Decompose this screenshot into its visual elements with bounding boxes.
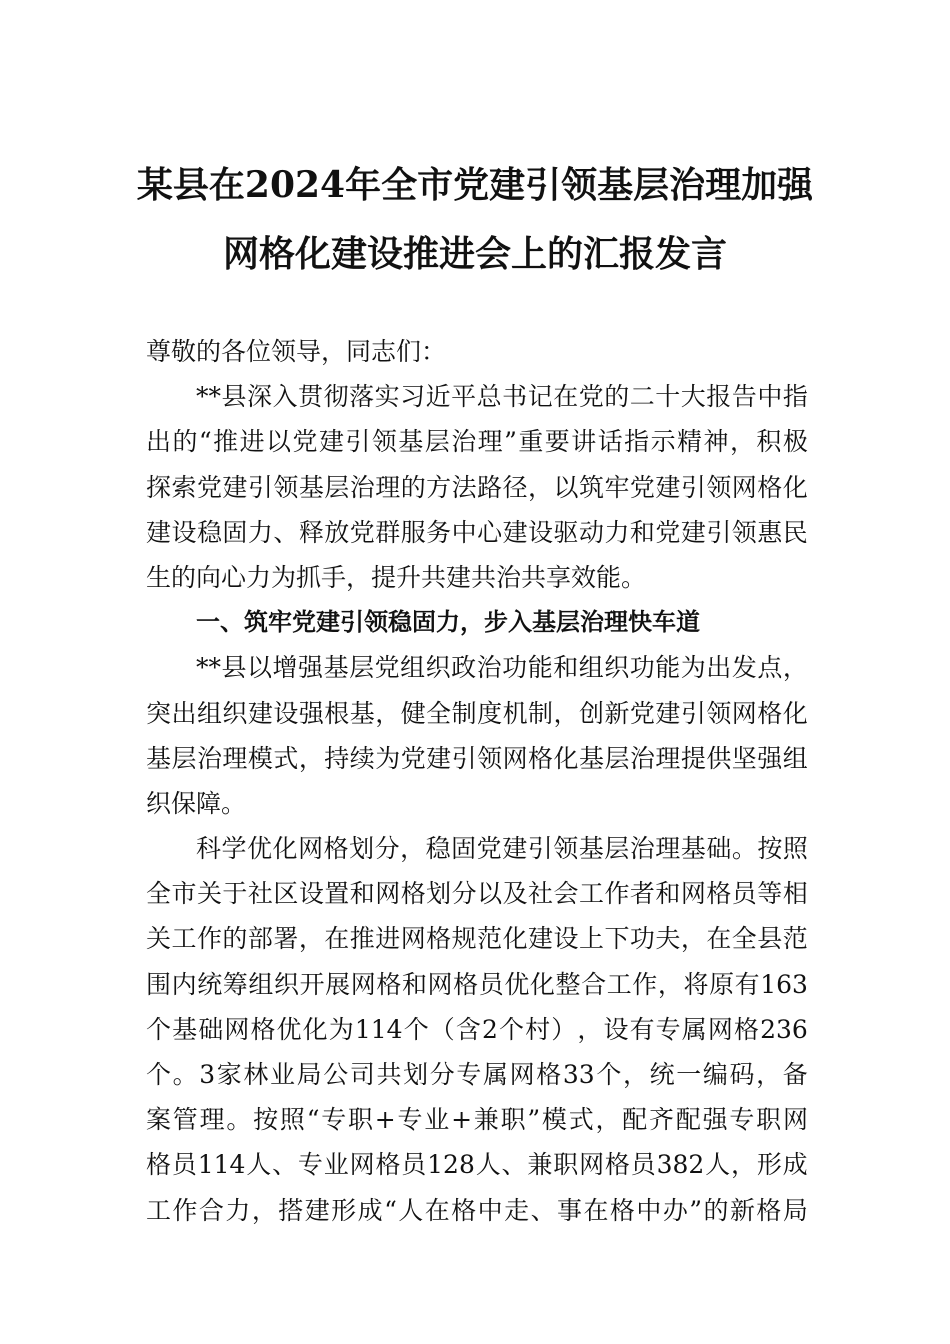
paragraph-line: 科 学 优 化 网 格 划 分 ， 稳 固 党 建 引 领 基 层 治 理 基 础 。 按 照 — [196, 834, 808, 864]
document-title-line-2: 网格化建设推进会上的汇报发言 — [222, 233, 727, 275]
paragraph-line: 关 工 作 的 部 署 ， 在 推 进 网 格 规 范 化 建 设 上 下 功 夫 ， 在 全 县 范 — [146, 924, 808, 954]
paragraph-line: 个 基 础 网 格 优 化 为 114 个 （ 含 2 个 村 ） ， 设 有 专 属 网 格 236 — [146, 1014, 808, 1044]
salutation: 尊敬的各位领导，同志们： — [146, 337, 447, 366]
paragraph-line: 个 。 3 家 林 业 局 公 司 共 划 分 专 属 网 格 33 个 ， 统 一 编 码 ， 备 — [146, 1060, 808, 1089]
paragraph-line: 工 作 合 力 ， 搭 建 形 成 “ 人 在 格 中 走 、 事 在 格 中 办 ” 的 新 格 局 — [146, 1195, 808, 1225]
paragraph-line: 基 层 治 理 模 式 ， 持 续 为 党 建 引 领 网 格 化 基 层 治 理 提 供 坚 强 组 — [146, 743, 808, 773]
paragraph-line: ** 县 以 增 强 基 层 党 组 织 政 治 功 能 和 组 织 功 能 为 出 发 点 ， — [196, 653, 808, 683]
paragraph-line: 探 索 党 建 引 领 基 层 治 理 的 方 法 路 径 ， 以 筑 牢 党 建 引 领 网 格 化 — [146, 472, 808, 502]
paragraph-line: 出 的 “ 推 进 以 党 建 引 领 基 层 治 理 ” 重 要 讲 话 指 示 精 神 ， 积 极 — [146, 427, 808, 457]
paragraph-line: 格 员 114 人 、 专 业 网 格 员 128 人 、 兼 职 网 格 员 382 人 ， 形 成 — [146, 1150, 808, 1180]
section-heading: 一、筑牢党建引领稳固力，步入基层治理快车道 — [196, 608, 700, 637]
paragraph-line: 围 内 统 筹 组 织 开 展 网 格 和 网 格 员 优 化 整 合 工 作 ， 将 原 有 163 — [146, 969, 808, 999]
document-body — [146, 329, 808, 1233]
paragraph-line: 全 市 关 于 社 区 设 置 和 网 格 划 分 以 及 社 会 工 作 者 和 网 格 员 等 相 — [146, 879, 808, 909]
document-title-line-1: 某县在2024年全市党建引领基层治理加强 — [136, 164, 814, 206]
paragraph-line: 织保障。 — [146, 788, 247, 818]
paragraph-line: 案 管 理 。 按 照 “ 专 职 + 专 业 + 兼 职 ” 模 式 ， 配 齐 配 强 专 职 网 — [146, 1105, 808, 1135]
paragraph-line: ** 县 深 入 贯 彻 落 实 习 近 平 总 书 记 在 党 的 二 十 大 报 告 中 指 — [196, 382, 808, 412]
paragraph-line: 建 设 稳 固 力 、 释 放 党 群 服 务 中 心 建 设 驱 动 力 和 党 建 引 领 惠 民 — [146, 517, 808, 547]
paragraph-line: 生的向心力为抓手，提升共建共治共享效能。 — [146, 562, 647, 592]
paragraph-line: 突 出 组 织 建 设 强 根 基 ， 健 全 制 度 机 制 ， 创 新 党 建 引 领 网 格 化 — [146, 698, 808, 728]
